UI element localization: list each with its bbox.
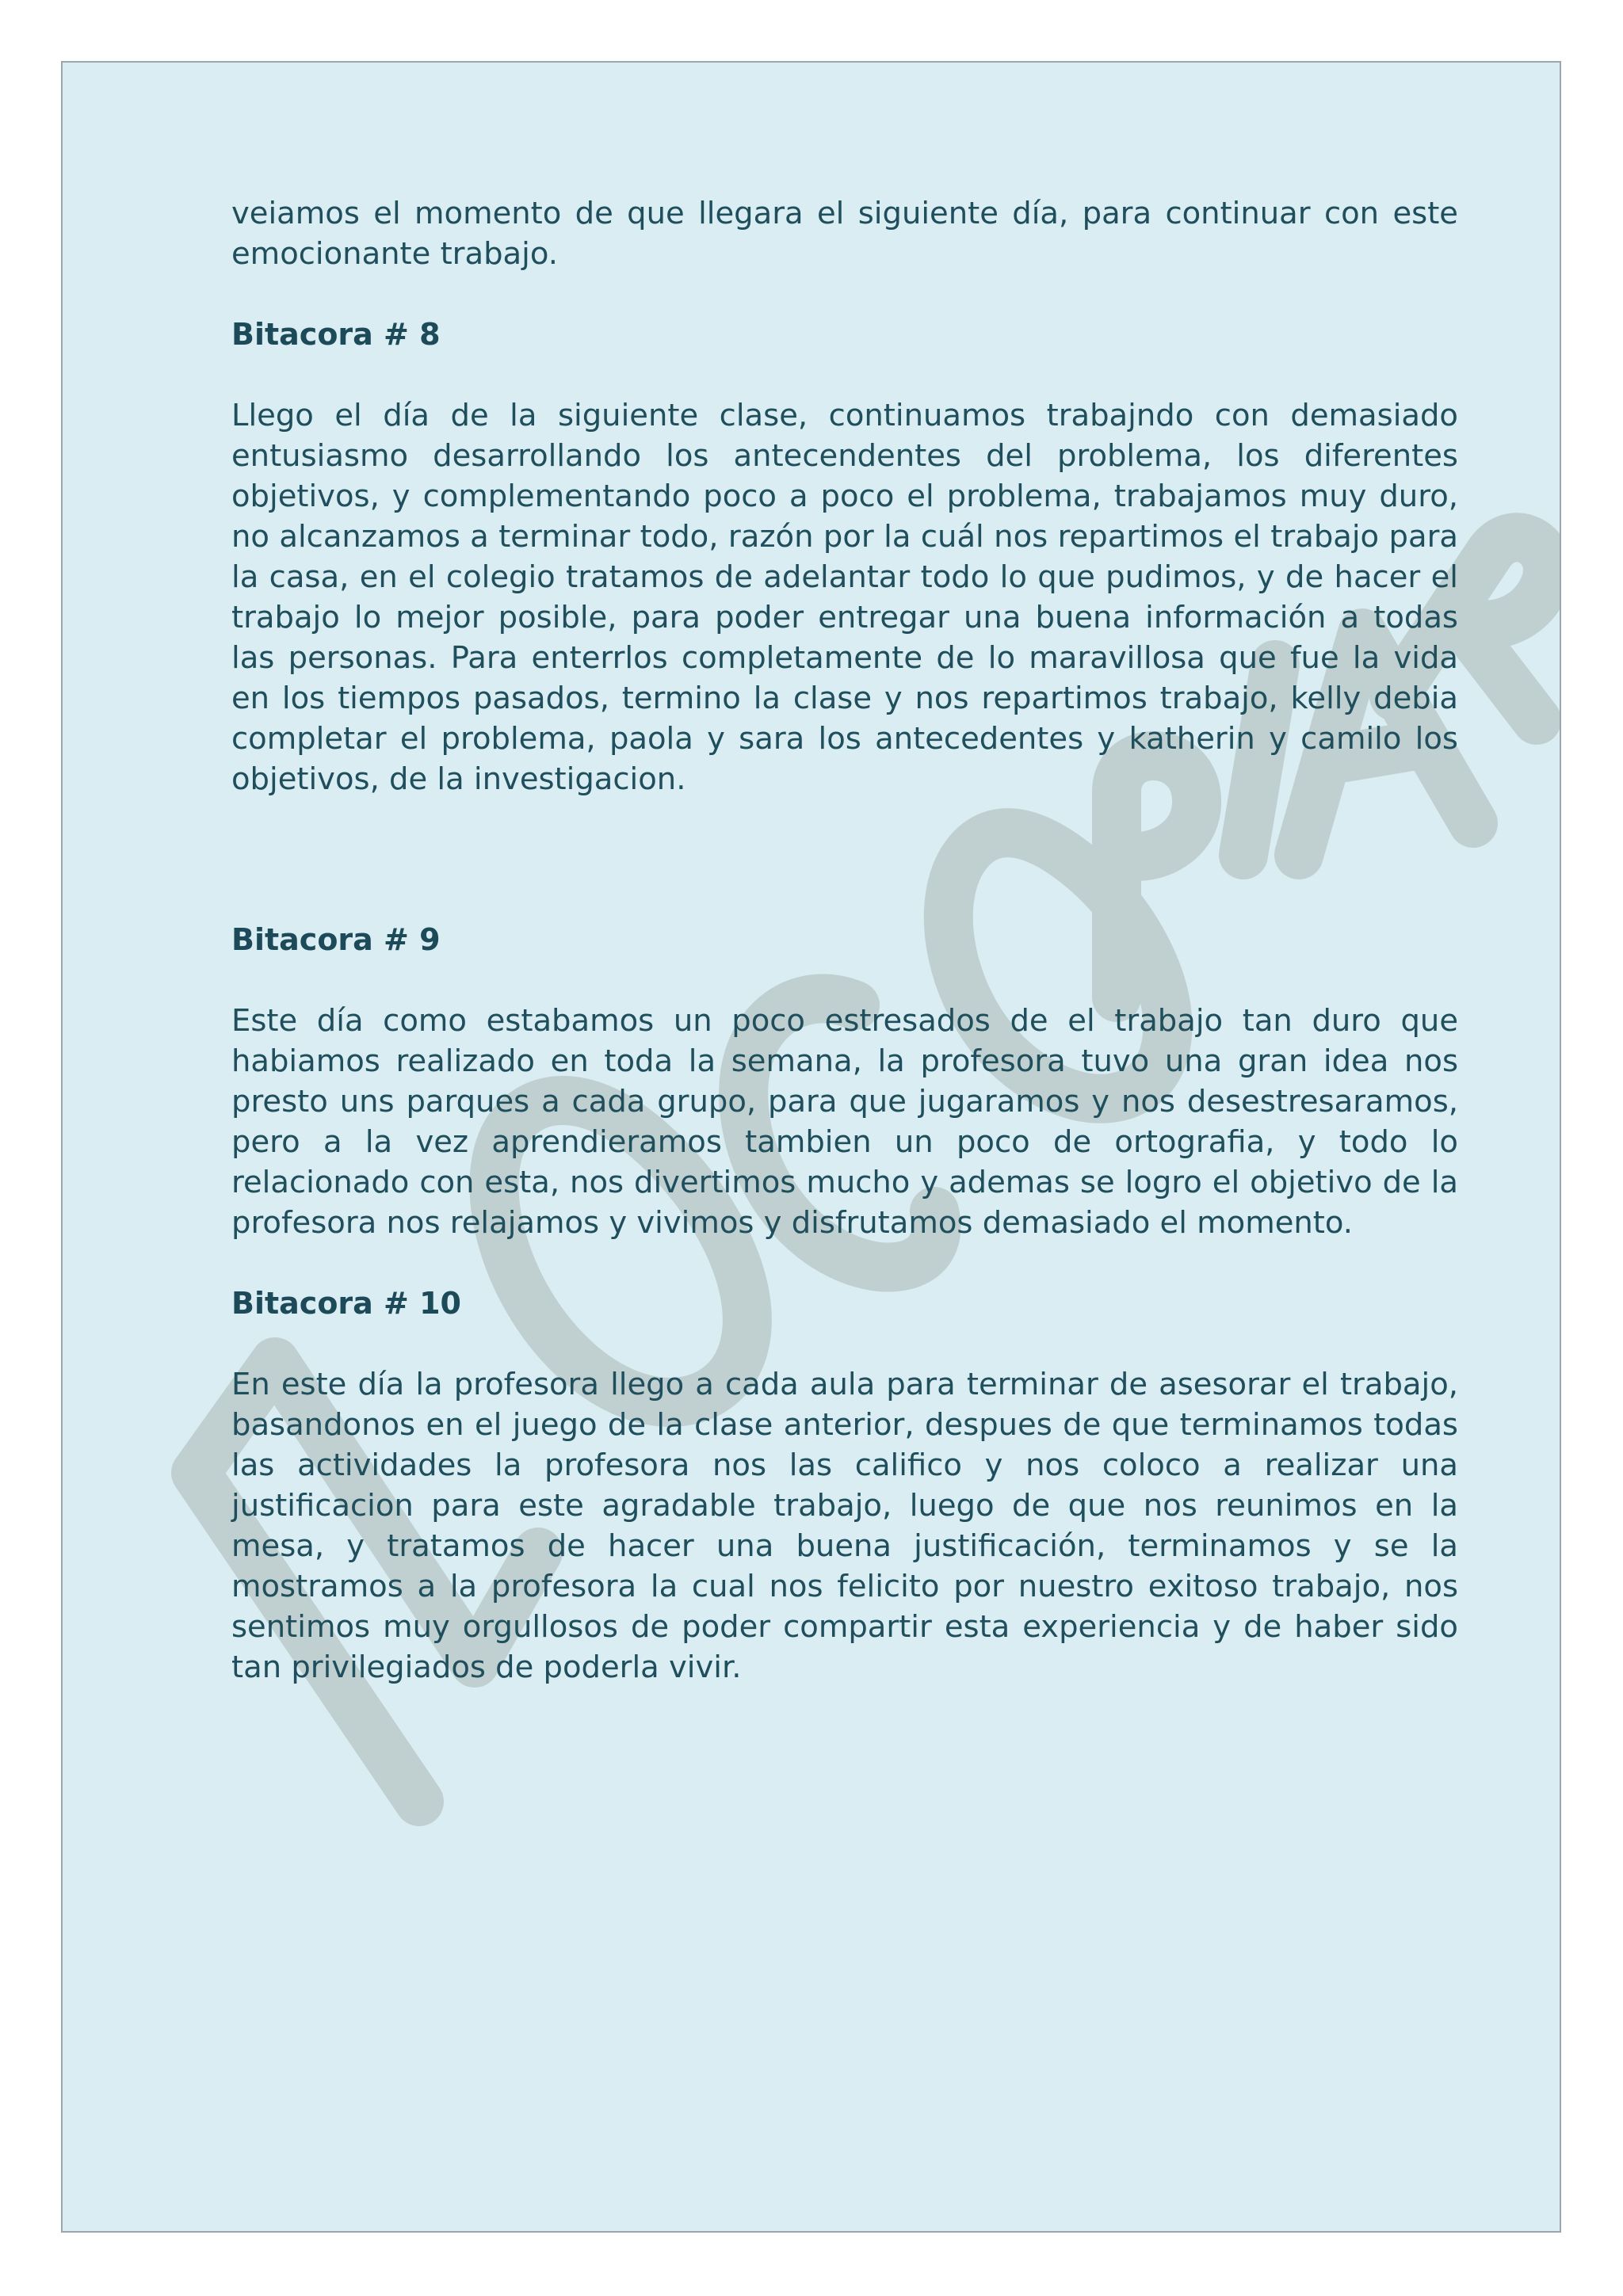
spacer (231, 355, 1458, 395)
section-body-10: En este día la profesora llego a cada aula para terminar de asesorar el trabajo, basandonos en el juego de la clase anterior, despues de que terminamos todas las actividades la profesora nos las califico y nos coloco a realizar una justificacion para este agradable trabajo, luego de que nos reunimos en la mesa, y tratamos de hacer una buena justificación, terminamos y se la mostramos a la profesora la cual nos felicito por nuestro exitoso trabajo, nos sentimos muy orgullosos de poder compartir esta experiencia y de haber sido tan privilegiados de poderla vivir. (231, 1367, 1458, 1685)
document-body (231, 193, 1458, 1688)
section-heading-9: Bitacora # 9 (231, 922, 441, 957)
spacer (231, 274, 1458, 315)
spacer (231, 960, 1458, 1001)
spacer (231, 1324, 1458, 1364)
section-heading-10: Bitacora # 10 (231, 1286, 461, 1321)
section-body-9: Este día como estabamos un poco estresados de el trabajo tan duro que habiamos realizado en toda la semana, la profesora tuvo una gran idea nos presto uns parques a cada grupo, para que jugaramos y nos desestresaramos, pero a la vez aprendieramos tambien un poco de ortografia, y todo lo relacionado con esta, nos divertimos mucho y ademas se logro el objetivo de la profesora nos relajamos y vivimos y disfrutamos demasiado el momento. (231, 1003, 1458, 1241)
section-body-8: Llego el día de la siguiente clase, continuamos trabajndo con demasiado entusiasmo desarrollando los antecendentes del problema, los diferentes objetivos, y complementando poco a poco el problema, trabajamos muy duro, no alcanzamos a terminar todo, razón por la cuál nos repartimos el trabajo para la casa, en el colegio tratamos de adelantar todo lo que pudimos, y de hacer el trabajo lo mejor posible, para poder entregar una buena información a todas las personas. Para enterrlos completamente de lo maravillosa que fue la vida en los tiempos pasados, termino la clase y nos repartimos trabajo, kelly debia completar el problema, paola y sara los antecedentes y katherin y camilo los objetivos, de la investigacion. (231, 398, 1458, 797)
intro-paragraph: veiamos el momento de que llegara el siguiente día, para continuar con este emocionante trabajo. (231, 196, 1458, 272)
page-panel (61, 61, 1561, 2233)
section-heading-8: Bitacora # 8 (231, 317, 441, 352)
spacer (231, 799, 1458, 920)
spacer (231, 1243, 1458, 1283)
